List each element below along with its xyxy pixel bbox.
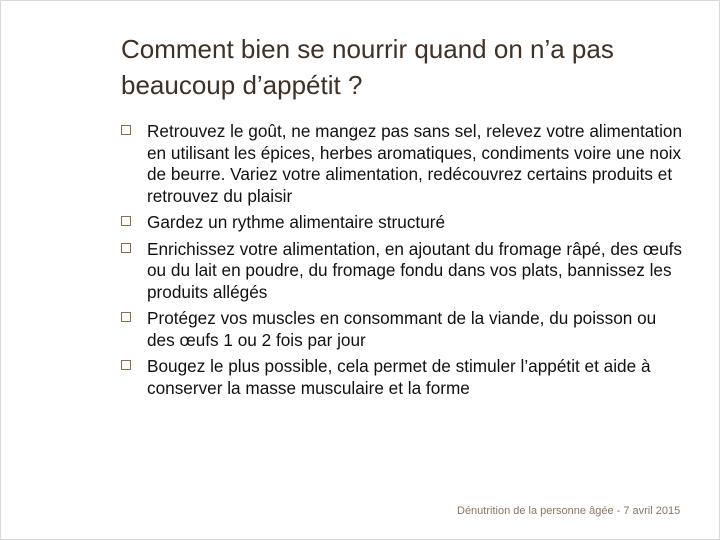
bullet-text: Retrouvez le goût, ne mangez pas sans sel, relevez votre alimentation en utilisant les épices, herbes aromatiques, condiments voire une noix de beurre. Variez votre alimentation, redécouvrez certains produits et retrouvez du plaisir xyxy=(147,121,683,206)
bullet-item-exercise xyxy=(121,356,686,399)
bullet-text: Gardez un rythme alimentaire structuré xyxy=(147,212,446,232)
bullet-text: Bougez le plus possible, cela permet de stimuler l’appétit et aide à conserver la masse musculaire et la forme xyxy=(147,356,651,398)
hollow-square-bullet-icon xyxy=(121,125,131,135)
slide-footer: Dénutrition de la personne âgée - 7 avril 2015 xyxy=(457,505,681,517)
bullet-item-enrich xyxy=(121,239,686,304)
bullet-list xyxy=(121,121,686,404)
hollow-square-bullet-icon xyxy=(121,312,131,322)
slide-title: Comment bien se nourrir quand on n’a pas beaucoup d’appétit ? xyxy=(121,34,614,100)
bullet-item-taste xyxy=(121,121,686,207)
hollow-square-bullet-icon xyxy=(121,243,131,253)
hollow-square-bullet-icon xyxy=(121,216,131,226)
bullet-text: Enrichissez votre alimentation, en ajoutant du fromage râpé, des œufs ou du lait en poudre, du fromage fondu dans vos plats, bannissez les produits allégés xyxy=(147,238,683,302)
hollow-square-bullet-icon xyxy=(121,360,131,370)
bullet-item-muscles xyxy=(121,308,686,351)
bullet-text: Protégez vos muscles en consommant de la viande, du poisson ou des œufs 1 ou 2 fois par jour xyxy=(147,308,657,350)
bullet-item-rhythm xyxy=(121,212,686,234)
